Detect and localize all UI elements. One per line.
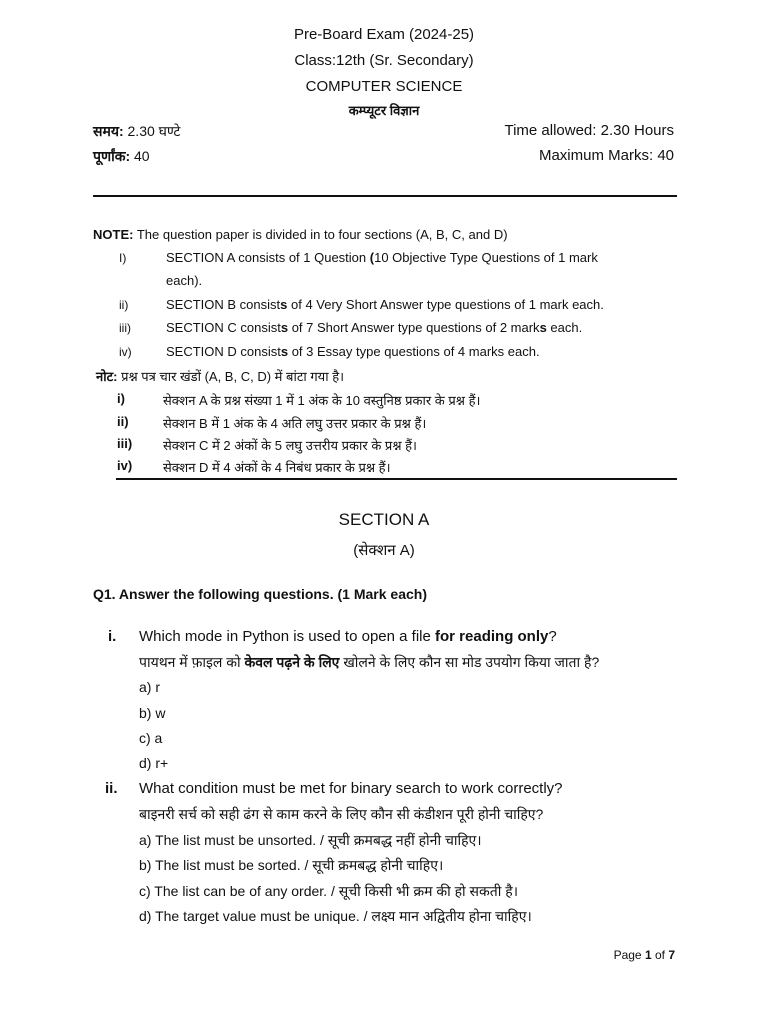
note-label: NOTE: [93,227,134,242]
time-hindi-label: समय: [93,123,124,139]
note-item-continuation: each). [166,273,203,288]
note-hindi-item: सेक्शन D में 4 अंकों के 4 निबंध प्रकार के प्रश्न हैं। [163,460,391,475]
note-item-text: of 3 Essay type questions of 4 marks each. [288,344,540,359]
note-item-text: of 7 Short Answer type questions of 2 mark [288,320,540,335]
answer-option: a) The list must be unsorted. / सूची क्रमबद्ध नहीं होनी चाहिए। [139,832,482,848]
marks-hindi-value: 40 [134,148,150,164]
question-text-hindi: बाइनरी सर्च को सही ढंग से काम करने के लिए कौन सी कंडीशन पूरी होनी चाहिए? [139,806,544,822]
note-hindi-item-num: ii) [117,414,129,429]
question-text-hindi-emphasis: केवल पढ़ने के लिए [244,654,340,670]
page-number [614,948,675,962]
marks-english [539,147,674,164]
note-item [166,250,598,265]
note-hindi-item: सेक्शन B में 1 अंक के 4 अति लघु उत्तर प्रकार के प्रश्न हैं। [163,416,427,431]
note-item-text: s [280,344,289,359]
note-item-num: iv) [119,345,132,359]
subject-title: COMPUTER SCIENCE [305,78,463,95]
time-english-value: 2.30 Hours [600,122,674,139]
answer-option: b) The list must be sorted. / सूची क्रमबद्ध होनी चाहिए। [139,857,444,873]
note-text: The question paper is divided in to four sections (A, B, C, and D) [136,227,508,242]
question-text [139,628,557,645]
note-item-num: iii) [119,321,131,335]
question-text-part: Which mode in Python is used to open a file [139,628,436,645]
note-item-text: s [280,297,288,312]
time-hindi-value: 2.30 घण्टे [127,123,181,139]
note-item-text: 10 Objective Type Questions of 1 mark [374,250,598,265]
answer-option: b) w [139,705,166,721]
note-item-text: SECTION C consist [166,320,281,335]
note-item-text: SECTION B consist [166,297,281,312]
class-line: Class:12th (Sr. Secondary) [294,52,474,69]
marks-english-value: 40 [657,147,674,164]
answer-option: c) The list can be of any order. / सूची किसी भी क्रम की हो सकती है। [139,883,518,899]
answer-option: d) The target value must be unique. / लक्ष्य मान अद्वितीय होना चाहिए। [139,908,532,924]
time-english [504,122,674,139]
page-of-label: of [651,948,669,962]
question-text: What condition must be met for binary search to work correctly? [139,780,563,797]
note-hindi-item: सेक्शन C में 2 अंकों के 5 लघु उत्तरीय प्रकार के प्रश्न हैं। [163,438,417,453]
note-item-text: s [539,320,547,335]
question-text-hindi-part: पायथन में फ़ाइल को [139,654,245,670]
section-title: SECTION A [338,510,430,529]
answer-option: a) r [139,679,160,695]
page-label: Page [613,948,645,962]
page-current: 1 [644,948,652,962]
question-number: i. [108,628,117,645]
note-item-text: each. [546,320,583,335]
note-item-num: I) [119,251,127,265]
marks-hindi-label: पूर्णांक: [93,148,131,164]
note-divider [116,478,677,480]
note-item-num: ii) [119,298,129,312]
note-item-text: SECTION D consist [166,344,281,359]
note-item-paren: ( [369,250,375,265]
answer-option: c) a [139,730,163,746]
question-text-hindi-part: खोलने के लिए कौन सा मोड उपयोग किया जाता है? [339,654,600,670]
time-english-label: Time allowed: [504,122,597,139]
time-hindi [93,122,180,141]
note-hindi-item-num: iv) [117,458,133,473]
question-text-part: ? [548,628,557,645]
note-hindi-text: प्रश्न पत्र चार खंडों (A, B, C, D) में बांटा गया है। [121,369,345,384]
note-item [166,320,582,335]
note-hindi-label: नोट: [96,369,118,384]
exam-title: Pre-Board Exam (2024-25) [293,26,475,43]
note-line [93,227,508,242]
header-divider [93,195,677,197]
note-item [166,297,604,312]
note-item-text: of 4 Very Short Answer type questions of 1 mark each. [287,297,604,312]
note-item-text: SECTION A consists of 1 Question [166,250,370,265]
note-item-text: s [280,320,289,335]
question-text-emphasis: for reading only [435,628,549,645]
marks-hindi [93,147,150,166]
subject-title-hindi: कम्प्यूटर विज्ञान [348,103,420,118]
page-total: 7 [668,948,675,962]
question-text-hindi [139,653,599,672]
answer-option: d) r+ [139,755,169,771]
section-title-hindi: (सेक्शन A) [353,542,415,559]
note-hindi-item: सेक्शन A के प्रश्न संख्या 1 में 1 अंक के 10 वस्तुनिष्ठ प्रकार के प्रश्न हैं। [163,393,481,408]
note-hindi-line [96,367,344,385]
marks-english-label: Maximum Marks: [538,147,654,164]
note-item [166,344,540,359]
note-hindi-item-num: i) [117,391,125,406]
question-number: ii. [105,780,118,797]
note-hindi-item-num: iii) [117,436,133,451]
question-heading: Q1. Answer the following questions. (1 Mark each) [93,586,427,602]
